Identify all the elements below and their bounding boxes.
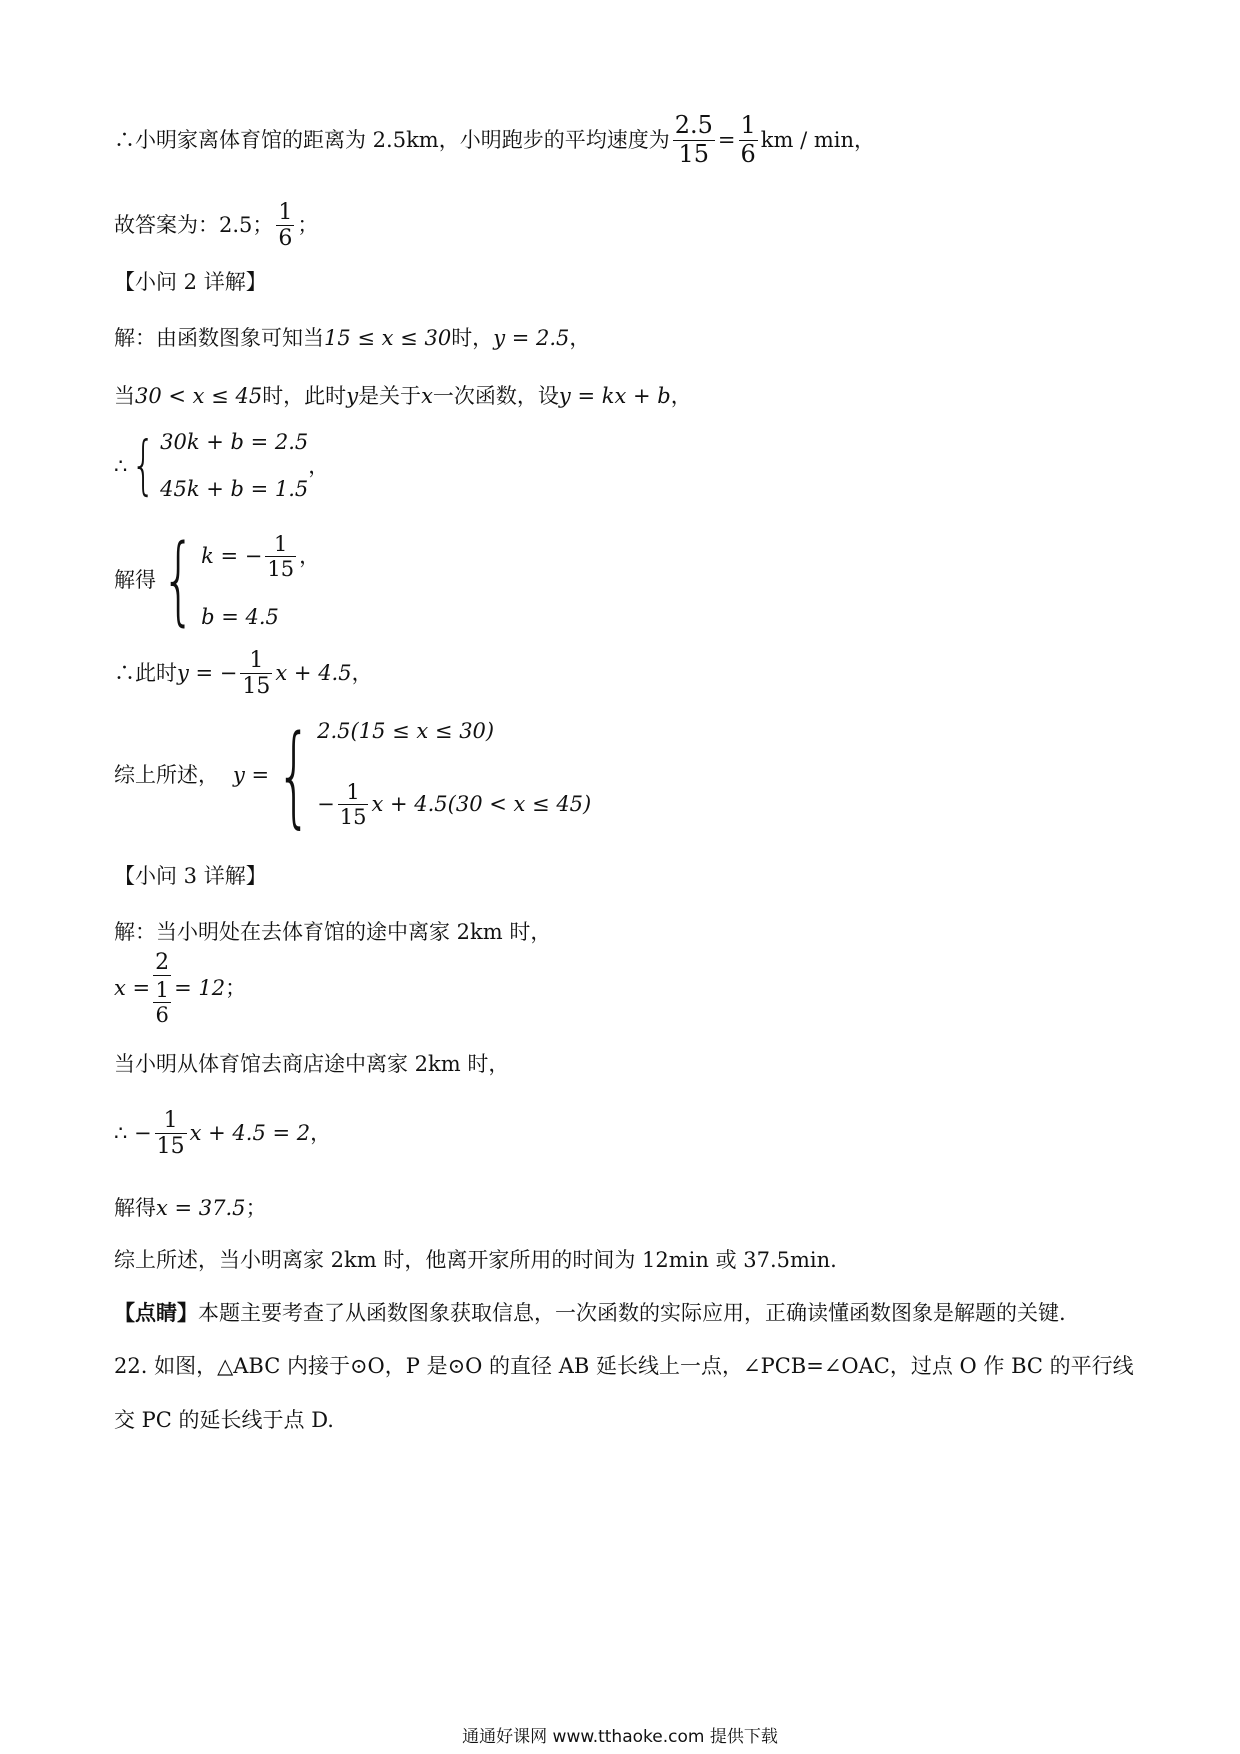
piecewise-cases	[317, 721, 591, 829]
numerator: 1	[346, 779, 360, 804]
text: ，	[670, 384, 692, 408]
unit: km / min，	[760, 127, 875, 152]
value: y = 2.5	[493, 326, 570, 350]
equation: 45k + b = 1.5	[160, 477, 309, 501]
section-heading-3: 【小问 3 详解】	[114, 864, 267, 888]
numerator: 2	[155, 950, 170, 975]
denominator: 15	[267, 557, 295, 582]
equation: = 12	[174, 976, 226, 1001]
solution-b: b = 4.5	[201, 605, 279, 629]
equation: x + 4.5(30 < x ≤ 45)	[371, 791, 592, 816]
system-equations	[160, 432, 308, 500]
solution-k	[201, 532, 320, 581]
case-1: 2.5(15 ≤ x ≤ 30)	[317, 719, 495, 743]
text: ，	[299, 544, 321, 569]
fraction	[265, 532, 296, 581]
text: 一次函数，设	[432, 384, 559, 408]
denominator: 6	[740, 139, 756, 168]
text: ；	[225, 976, 247, 1001]
minus: −	[317, 791, 335, 816]
text: 解得	[114, 1196, 156, 1220]
var-x: x	[421, 384, 433, 408]
numerator: 1	[740, 111, 756, 139]
fraction	[276, 200, 294, 252]
equals: =	[717, 127, 736, 152]
numerator: 1	[249, 648, 264, 673]
therefore: ∴	[114, 453, 128, 478]
equation: 30k + b = 2.5	[160, 430, 309, 454]
equation: y = −	[177, 661, 238, 686]
piecewise-summary	[114, 711, 592, 839]
text: 综上所述，	[114, 762, 219, 787]
answer-line-2	[114, 200, 318, 252]
text: ∴小明家离体育馆的距离为 2.5km，小明跑步的平均速度为	[114, 127, 670, 152]
denominator: 15	[156, 1134, 185, 1160]
solution-line-9: 解：当小明处在去体育馆的途中离家 2km 时，	[114, 920, 552, 944]
equation: y = kx + b	[558, 384, 671, 408]
solution-line-7	[114, 648, 373, 700]
equation-system-1	[114, 429, 330, 503]
equation: x = 37.5	[156, 1196, 246, 1220]
denominator: 15	[678, 139, 710, 168]
solution-line-12	[114, 1108, 331, 1160]
left-brace: {	[276, 711, 312, 839]
equation: k = −	[201, 544, 263, 569]
solution-line-10	[114, 950, 246, 1028]
text: 是关于	[358, 384, 422, 408]
question-22-line-2: 交 PC 的延长线于点 D.	[114, 1408, 334, 1432]
text: ，	[351, 661, 373, 686]
text: ；	[297, 213, 319, 238]
answer-line-1	[114, 112, 875, 168]
key-point-tag: 【点睛】	[114, 1300, 198, 1325]
text: ∴此时	[114, 661, 177, 686]
compound-fraction	[153, 950, 171, 1028]
equation: x + 4.5 = 2	[189, 1121, 311, 1146]
solution-line-11: 当小明从体育馆去商店途中离家 2km 时，	[114, 1052, 510, 1076]
denominator: 6	[155, 1003, 169, 1028]
fraction	[673, 112, 715, 168]
denominator: 15	[339, 804, 367, 829]
key-point	[114, 1302, 1066, 1324]
fraction	[240, 648, 272, 700]
equation: x =	[114, 976, 151, 1001]
var-y: y	[346, 384, 359, 408]
footer-watermark: 通通好课网 www.tthaoke.com 提供下载	[462, 1727, 778, 1747]
solution-line-3	[114, 328, 590, 349]
condition: 30 < x ≤ 45	[135, 384, 263, 408]
condition: 15 ≤ x ≤ 30	[324, 326, 452, 350]
solution-system	[114, 524, 321, 636]
numerator: 1	[163, 1108, 178, 1133]
fraction	[155, 1108, 187, 1160]
therefore: ∴ −	[114, 1121, 152, 1146]
text: ；	[245, 1196, 267, 1220]
text: 解：由函数图象可知当	[114, 326, 324, 350]
denominator: 15	[242, 674, 271, 700]
question-22-line-1: 22. 如图，△ABC 内接于⊙O，P 是⊙O 的直径 AB 延长线上一点，∠PCB=∠OAC，过点 O 作 BC 的平行线	[114, 1354, 1134, 1378]
fraction	[739, 112, 758, 168]
text: 时，此时	[262, 384, 347, 408]
solution-line-4	[114, 386, 692, 407]
left-brace: {	[131, 429, 156, 503]
equation: x + 4.5	[275, 661, 352, 686]
text: ，	[310, 1121, 332, 1146]
text: 故答案为：2.5；	[114, 213, 274, 238]
numerator: 1	[278, 200, 293, 225]
key-point-text: 本题主要考查了从函数图象获取信息，一次函数的实际应用，正确读懂函数图象是解题的关键.	[198, 1301, 1066, 1325]
text: 解得	[114, 567, 156, 592]
left-brace: {	[161, 524, 196, 636]
numerator: 1	[274, 532, 288, 556]
solution-line-14: 综上所述，当小明离家 2km 时，他离开家所用的时间为 12min 或 37.5min.	[114, 1248, 837, 1272]
denominator: 6	[278, 226, 293, 252]
numerator: 1	[155, 978, 169, 1003]
var-y: y =	[233, 762, 270, 787]
inner-fraction	[153, 978, 170, 1027]
text: 当	[114, 384, 135, 408]
case-2	[317, 780, 591, 829]
text: ，	[569, 326, 591, 350]
text: ，	[308, 453, 330, 478]
solution-line-13	[114, 1198, 267, 1219]
system-solutions	[201, 532, 320, 628]
fraction	[338, 780, 369, 829]
text: 时，	[451, 326, 494, 350]
section-heading-2: 【小问 2 详解】	[114, 270, 267, 294]
numerator: 2.5	[674, 111, 713, 139]
